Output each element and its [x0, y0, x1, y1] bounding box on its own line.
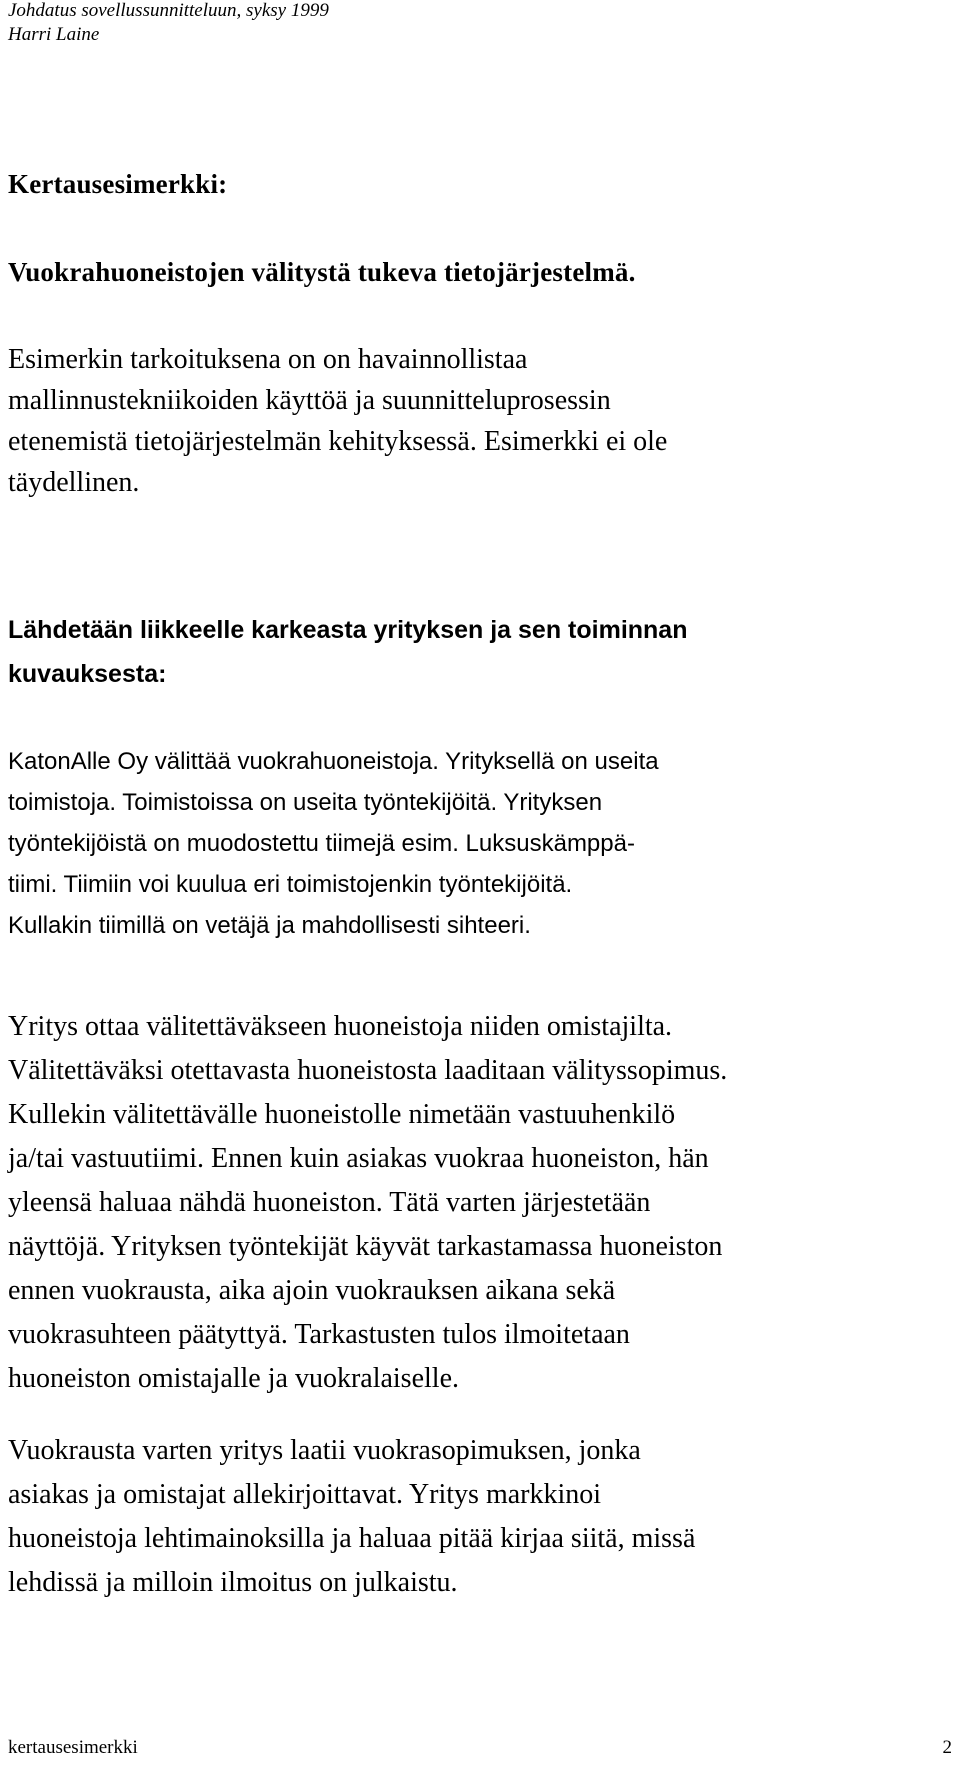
intro-line: täydellinen. — [8, 467, 140, 498]
process-line: Kullekin välitettävälle huoneistolle nimetään vastuuhenkilö — [8, 1099, 676, 1130]
company-line: toimistoja. Toimistoissa on useita työntekijöitä. Yrityksen — [8, 789, 603, 816]
company-line: Kullakin tiimillä on vetäjä ja mahdollisesti sihteeri. — [8, 912, 531, 939]
intro-line: mallinnustekniikoiden käyttöä ja suunnitteluprosessin — [8, 385, 611, 416]
rental-line: Vuokrausta varten yritys laatii vuokrasopimuksen, jonka — [8, 1435, 641, 1466]
section-heading-line: Lähdetään liikkeelle karkeasta yrityksen ja sen toiminnan — [8, 616, 688, 644]
process-line: huoneiston omistajalle ja vuokralaiselle. — [8, 1363, 459, 1394]
company-line: tiimi. Tiimiin voi kuulua eri toimistojenkin työntekijöitä. — [8, 871, 573, 898]
company-paragraph — [8, 741, 953, 946]
header-course: Johdatus sovellussunnitteluun, syksy 1999 — [8, 0, 329, 21]
page-title: Kertausesimerkki: — [8, 169, 228, 199]
page-subtitle: Vuokrahuoneistojen välitystä tukeva tietojärjestelmä. — [8, 257, 636, 287]
process-line: ja/tai vastuutiimi. Ennen kuin asiakas vuokraa huoneiston, hän — [8, 1143, 709, 1174]
process-line: vuokrasuhteen päätyttyä. Tarkastusten tulos ilmoitetaan — [8, 1319, 630, 1350]
rental-line: asiakas ja omistajat allekirjoittavat. Yritys markkinoi — [8, 1479, 602, 1510]
intro-paragraph — [8, 339, 953, 503]
intro-line: etenemistä tietojärjestelmän kehityksessä. Esimerkki ei ole — [8, 426, 668, 457]
process-line: Välitettäväksi otettavasta huoneistosta laaditaan välityssopimus. — [8, 1055, 728, 1086]
header-author: Harri Laine — [8, 24, 100, 45]
section-heading — [8, 608, 953, 696]
intro-line: Esimerkin tarkoituksena on on havainnollistaa — [8, 344, 528, 375]
company-line: KatonAlle Oy välittää vuokrahuoneistoja. Yrityksellä on useita — [8, 748, 659, 775]
process-line: ennen vuokrausta, aika ajoin vuokrauksen aikana sekä — [8, 1275, 616, 1306]
process-line: Yritys ottaa välitettäväkseen huoneistoja niiden omistajilta. — [8, 1011, 673, 1042]
rental-line: huoneistoja lehtimainoksilla ja haluaa pitää kirjaa siitä, missä — [8, 1523, 696, 1554]
section-heading-line: kuvauksesta: — [8, 660, 167, 688]
rental-line: lehdissä ja milloin ilmoitus on julkaistu. — [8, 1567, 458, 1598]
process-paragraph — [8, 1005, 953, 1401]
rental-paragraph — [8, 1429, 953, 1605]
process-line: yleensä haluaa nähdä huoneiston. Tätä varten järjestetään — [8, 1187, 651, 1218]
process-line: näyttöjä. Yrityksen työntekijät käyvät tarkastamassa huoneiston — [8, 1231, 723, 1262]
footer-page-number: 2 — [942, 1737, 952, 1758]
footer-filename: kertausesimerkki — [8, 1737, 138, 1758]
company-line: työntekijöistä on muodostettu tiimejä esim. Luksuskämppä- — [8, 830, 635, 857]
